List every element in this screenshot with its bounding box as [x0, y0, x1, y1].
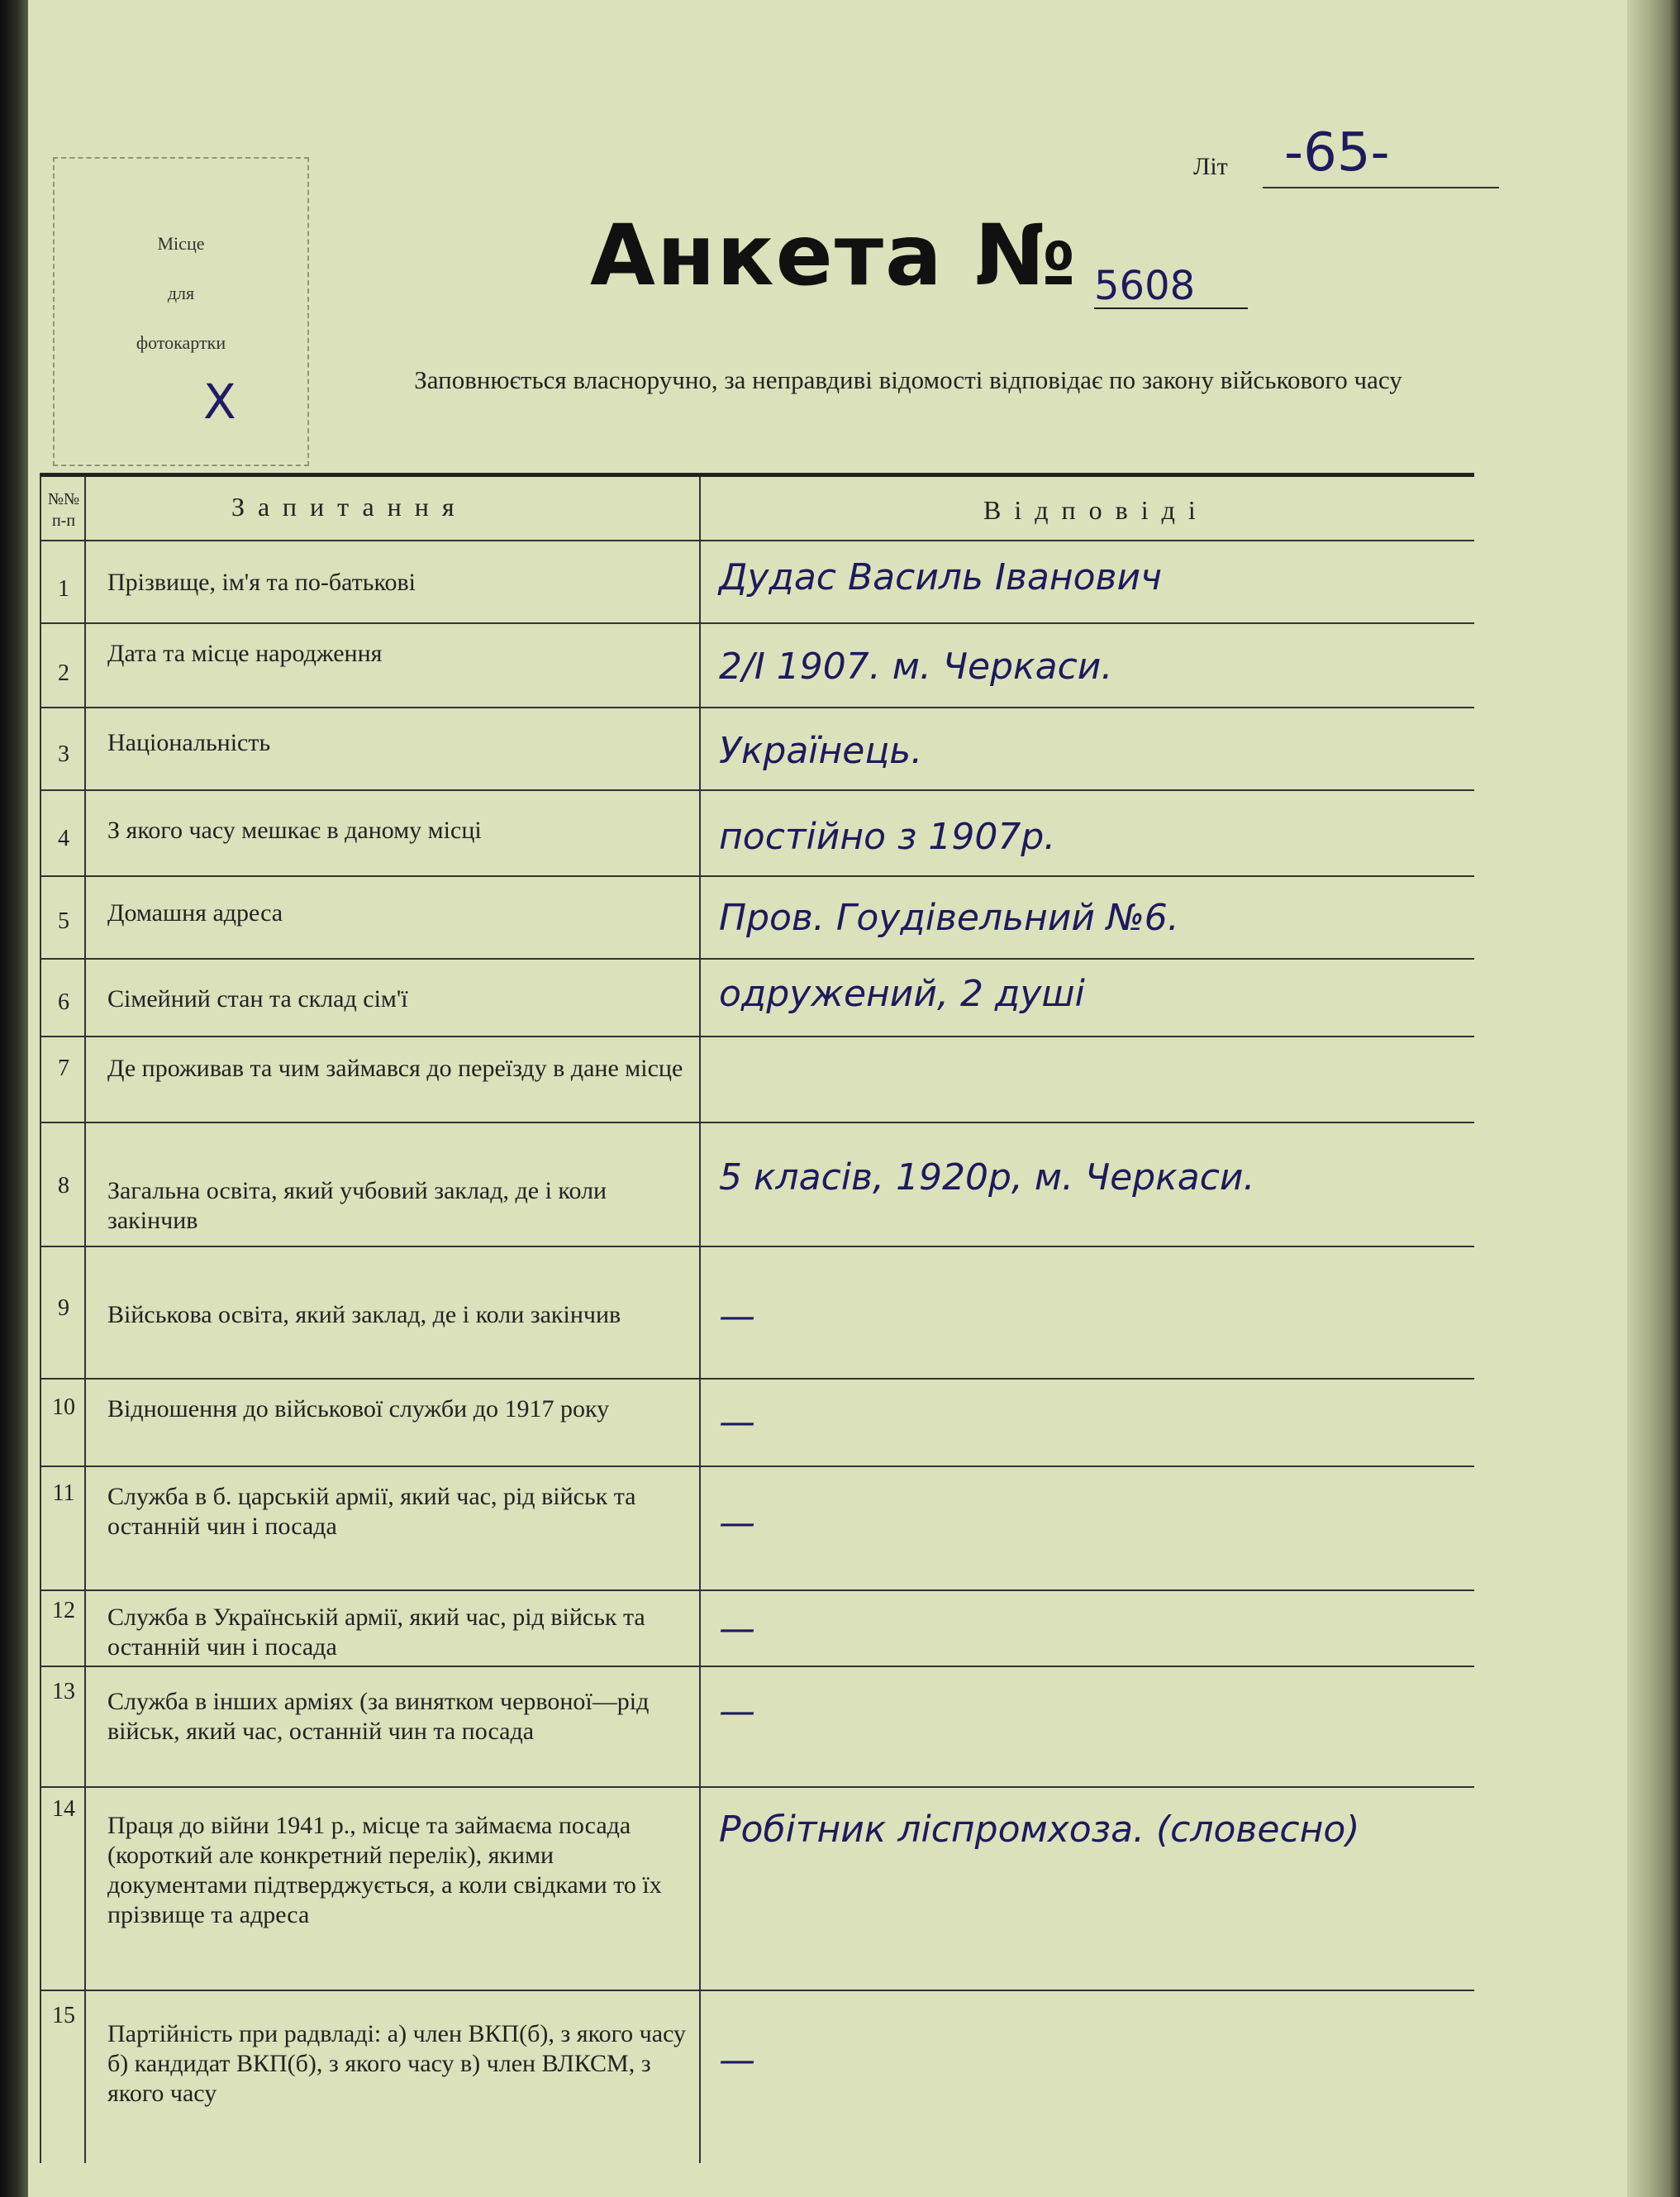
row-number: 6: [58, 989, 69, 1015]
answer-text: —: [719, 1690, 755, 1732]
row-number: 4: [58, 826, 69, 851]
col-divider: [84, 477, 86, 2163]
question-text: Військова освіта, який заклад, де і коли закінчив: [107, 1301, 621, 1328]
lit-line: [1263, 187, 1499, 188]
question-text: Відношення до військової служби до 1917 року: [107, 1395, 610, 1423]
question-text: Домашня адреса: [107, 899, 283, 927]
answer-text: Робітник ліспромхоза. (словесно): [719, 1809, 1360, 1851]
row-divider: [41, 1246, 1474, 1247]
row-number: 12: [52, 1598, 75, 1623]
row-divider: [41, 1990, 1474, 1991]
question-text: Сімейний стан та склад сім'ї: [107, 985, 408, 1013]
row-number: 15: [52, 2003, 75, 2028]
question-text: Прізвище, ім'я та по-батькові: [107, 569, 416, 596]
row-divider: [41, 789, 1474, 791]
lit-label: Літ: [1193, 153, 1228, 180]
binding-edge: [0, 0, 28, 2197]
row-divider: [41, 1465, 1474, 1467]
answer-text: —: [719, 1401, 755, 1443]
row-divider: [41, 1378, 1474, 1380]
answer-text: постійно з 1907р.: [719, 816, 1056, 858]
row-divider: [41, 707, 1474, 708]
question-text: З якого часу мешкає в даному місці: [107, 817, 482, 844]
form-number: 5608: [1094, 263, 1196, 309]
row-number: 14: [52, 1796, 75, 1822]
form-page: [28, 0, 1627, 2197]
row-number: 9: [58, 1295, 69, 1321]
answer-text: 5 класів, 1920р, м. Черкаси.: [719, 1156, 1255, 1199]
row-number: 13: [52, 1679, 75, 1704]
photo-label-2: для: [167, 283, 195, 303]
question-text: Де проживав та чим займався до переїзду в дане місце: [107, 1055, 683, 1082]
photo-label-3: фотокартки: [136, 332, 226, 353]
questionnaire-table: [40, 473, 1474, 2163]
instruction-text: Заповнюється власноручно, за неправдиві відомості відповідає по закону військового часу: [414, 365, 1402, 394]
question-text: Національність: [107, 729, 271, 756]
photo-mark: X: [203, 374, 236, 430]
answer-text: Українець.: [719, 730, 923, 772]
row-divider: [41, 622, 1474, 624]
row-divider: [41, 1036, 1474, 1037]
answer-text: —: [719, 1502, 755, 1544]
row-number: 2: [58, 660, 69, 686]
answer-text: Дудас Василь Іванович: [719, 556, 1163, 598]
col-header-question: Запитання: [231, 492, 468, 522]
row-number: 8: [58, 1173, 69, 1199]
question-text: Служба в Українській армії, який час, рід військ та останній чин і посада: [107, 1604, 645, 1661]
row-number: 5: [58, 908, 69, 934]
row-divider: [41, 1666, 1474, 1667]
question-text: Партійність при радвладі: а) член ВКП(б), з якого часу б) кандидат ВКП(б), з якого часу в) член ВЛКСМ, з якого часу: [107, 2020, 687, 2107]
question-text: Дата та місце народження: [107, 640, 383, 667]
row-number: 11: [52, 1480, 75, 1506]
answer-text: Пров. Гоудівельний №6.: [719, 897, 1179, 939]
row-number: 7: [58, 1056, 69, 1081]
row-divider: [41, 875, 1474, 877]
question-text: Служба в б. царській армії, який час, рід військ та останній чин і посада: [107, 1483, 636, 1540]
answer-text: —: [719, 1295, 755, 1337]
page-edge: [1627, 0, 1680, 2197]
row-divider: [41, 540, 1474, 541]
row-divider: [41, 958, 1474, 960]
question-text: Загальна освіта, який учбовий заклад, де і коли закінчив: [107, 1177, 607, 1234]
answer-text: 2/І 1907. м. Черкаси.: [719, 646, 1113, 688]
photo-label-1: Місце: [157, 233, 205, 254]
col-divider: [699, 477, 701, 2163]
answer-text: —: [719, 1608, 755, 1650]
form-number-line: [1094, 307, 1248, 309]
row-number: 10: [52, 1394, 75, 1420]
row-divider: [41, 1589, 1474, 1591]
row-number: 1: [58, 576, 69, 602]
answer-text: —: [719, 2039, 755, 2081]
lit-value: -65-: [1284, 122, 1390, 183]
page-title: Анкета №: [590, 207, 1078, 305]
row-number: 3: [58, 741, 69, 767]
question-text: Праця до війни 1941 р., місце та займаєма посада (короткий але конкретний перелік), якими документами підтверджується, а коли свідками то їх прізвище та адреса: [107, 1812, 662, 1928]
col-header-answer: Відповіді: [983, 495, 1209, 525]
col-header-no: №№ п-п: [47, 490, 80, 530]
answer-text: одружений, 2 душі: [719, 973, 1085, 1015]
photo-placeholder: [53, 157, 309, 466]
question-text: Служба в інших арміях (за винятком червоної—рід військ, який час, останній чин та посада: [107, 1688, 650, 1745]
row-divider: [41, 1786, 1474, 1788]
row-divider: [41, 1122, 1474, 1123]
